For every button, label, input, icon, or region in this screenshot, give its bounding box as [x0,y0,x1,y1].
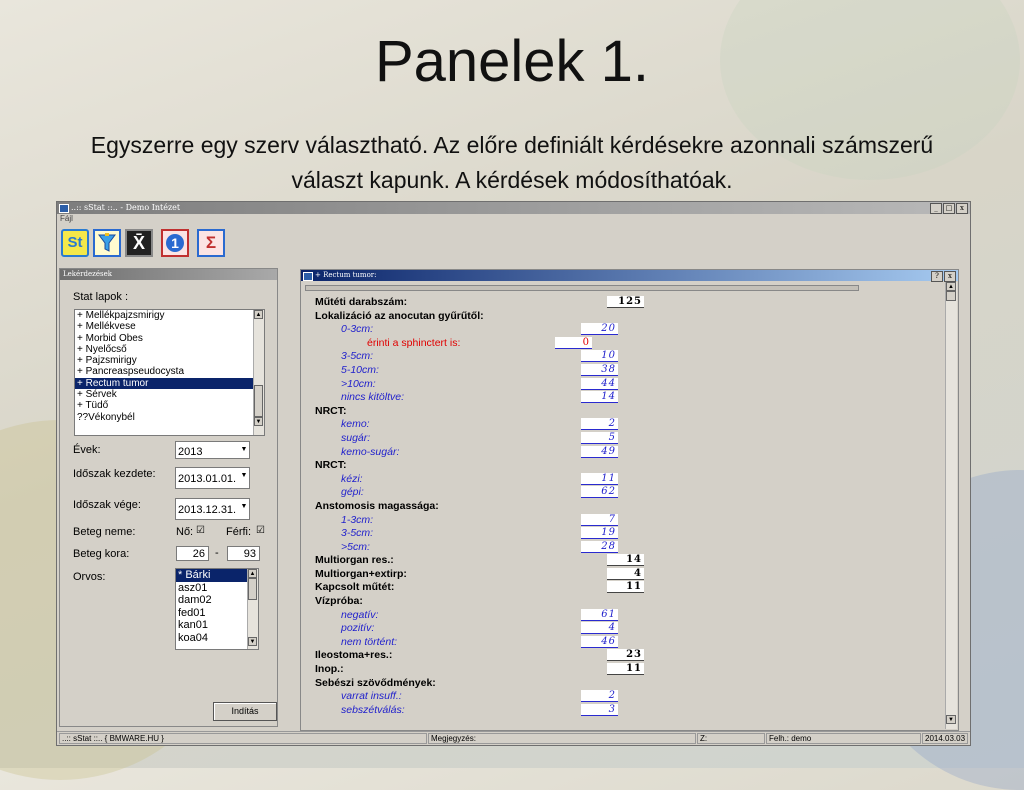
query-panel [59,268,278,727]
period-end-select[interactable]: 2013.12.31. ▼ [175,498,250,520]
slide-title: Panelek 1. [374,29,650,94]
result-value[interactable]: 0 [555,337,592,349]
doctor-item[interactable]: fed01 [178,606,206,619]
stat-sheet-item[interactable]: + Pancreaspseudocysta [77,366,185,378]
mean-xbar-icon[interactable]: X̄ [125,229,153,257]
result-label: NRCT: [315,404,347,417]
menu-file[interactable]: Fájl [60,214,73,223]
result-row [315,446,945,460]
result-label: gépi: [341,486,364,499]
status-date: 2014.03.03 [922,733,968,744]
result-row [315,636,945,650]
result-value[interactable]: 11 [607,581,644,593]
result-label: >10cm: [341,377,376,390]
result-label: Multiorgan res.: [315,554,394,567]
result-row [315,296,945,310]
result-value[interactable]: 61 [581,609,618,621]
result-label: negatív: [341,608,379,621]
result-label: Multiorgan+extirp: [315,567,407,580]
stat-sheet-item[interactable]: + Rectum tumor [75,378,264,389]
chevron-down-icon: ▼ [239,468,249,484]
status-app: ..:: sStat ::.. { BMWARE.HU } [59,733,427,744]
result-label: érinti a sphinctert is: [367,336,461,349]
st-logo-icon[interactable]: St [61,229,89,257]
result-value[interactable]: 38 [581,364,618,376]
result-label: Inop.: [315,663,344,676]
sex-label: Beteg neme: [73,526,136,538]
stat-sheets-list[interactable] [74,309,265,436]
results-rows [315,296,945,717]
result-label: 3-5cm: [341,527,374,540]
scroll-down-icon[interactable]: ▼ [249,639,256,645]
result-row [315,391,945,405]
result-label: kemo-sugár: [341,445,400,458]
result-label: 3-5cm: [341,350,374,363]
status-note: Megjegyzés: [428,733,696,744]
result-value[interactable]: 23 [607,649,644,661]
result-value[interactable]: 49 [581,446,618,458]
result-row [315,554,945,568]
result-row [315,310,945,324]
result-row [315,690,945,704]
result-row [315,473,945,487]
result-row [315,337,945,351]
doctor-label: Orvos: [73,571,106,583]
panel-icon [303,272,313,281]
result-row [315,677,945,691]
results-panel-titlebar [301,270,958,281]
status-z: Z: [697,733,765,744]
age-min-input[interactable]: 26 [176,546,209,561]
years-label: Évek: [73,444,101,456]
result-label: nincs kitöltve: [341,391,405,404]
scroll-up-icon[interactable]: ▲ [946,282,956,291]
result-row [315,527,945,541]
result-row [315,704,945,718]
result-value[interactable]: 3 [581,704,618,716]
scroll-thumb[interactable] [254,385,263,417]
scroll-down-icon[interactable]: ▼ [255,419,262,425]
stat-sheet-item[interactable]: + Sérvek [77,389,117,401]
stat-sheet-item[interactable]: + Tüdő [77,400,109,412]
result-row [315,663,945,677]
stat-sheets-label: Stat lapok : [73,291,129,303]
result-label: Ileostoma+res.: [315,649,393,662]
result-label: sebszétválás: [341,703,405,716]
result-row [315,378,945,392]
result-label: nem történt: [341,635,398,648]
statusbar [57,731,970,745]
result-value[interactable]: 2 [581,690,618,702]
result-label: kézi: [341,472,363,485]
sigma-sum-icon[interactable]: Σ [197,229,225,257]
result-value[interactable]: 14 [581,391,618,403]
male-label: Férfi: [226,526,252,538]
result-value[interactable]: 20 [581,323,618,335]
result-label: Műtéti darabszám: [315,296,408,308]
female-checkbox[interactable]: ☑ [196,525,205,536]
result-value[interactable]: 125 [607,296,644,308]
result-label: Kapcsolt műtét: [315,581,395,594]
result-label: kemo: [341,418,370,431]
result-label: Sebészi szövődmények: [315,676,436,689]
result-row [315,568,945,582]
results-panel [300,269,959,731]
result-row [315,622,945,636]
window-title: ..:: sStat ::.. - Demo Intézet [71,203,181,212]
result-label: Anstomosis magassága: [315,499,439,512]
result-row [315,649,945,663]
result-value[interactable]: 62 [581,486,618,498]
result-value[interactable]: 2 [581,418,618,430]
result-label: Vízpróba: [315,595,363,608]
result-value[interactable]: 10 [581,350,618,362]
stat-sheet-item[interactable]: + Pajzsmirigy [77,355,137,367]
toolbar [57,224,970,260]
filter-funnel-icon[interactable] [93,229,121,257]
result-value[interactable]: 46 [581,636,618,648]
result-value[interactable]: 4 [581,622,618,634]
doctor-list[interactable] [175,568,259,650]
result-row [315,350,945,364]
result-label: 1-3cm: [341,513,374,526]
female-label: Nő: [176,526,194,538]
result-value[interactable]: 19 [581,527,618,539]
scroll-up-icon[interactable]: ▲ [255,312,262,318]
result-row [315,609,945,623]
stat-sheet-item[interactable]: ??Vékonybél [77,411,135,423]
minimize-button[interactable]: _ [930,203,942,214]
result-label: sugár: [341,431,371,444]
result-row [315,364,945,378]
progress-bar [305,285,859,291]
result-label: pozitív: [341,622,375,635]
result-row [315,541,945,555]
doctor-item[interactable]: dam02 [178,594,212,606]
years-select[interactable]: 2013 ▼ [175,441,250,459]
result-row [315,405,945,419]
result-row [315,459,945,473]
stat-sheet-item[interactable]: + Morbid Obes [77,332,143,344]
stat-sheet-item[interactable]: + Mellékvese [77,321,136,333]
stat-sheet-item[interactable]: + Mellékpajzsmirigy [77,310,165,321]
result-label: 5-10cm: [341,363,379,376]
chevron-down-icon: ▼ [239,499,249,515]
doctor-list-scrollbar[interactable] [247,569,258,649]
slide-subtitle: Egyszerre egy szerv választható. Az előre definiált kérdésekre azonnali számszerű választ kapunk. A kérdések módosíthatóak. [90,132,934,193]
result-row [315,432,945,446]
results-scrollbar[interactable] [945,282,957,729]
result-row [315,323,945,337]
male-checkbox[interactable]: ☑ [256,525,265,536]
period-start-select[interactable]: 2013.01.01. ▼ [175,467,250,489]
age-dash: - [215,547,219,559]
result-row [315,486,945,500]
app-icon [59,204,69,213]
result-value[interactable]: 7 [581,514,618,526]
result-row [315,500,945,514]
scroll-thumb[interactable] [248,578,257,600]
panel-close-button[interactable]: x [944,271,956,282]
scroll-down-icon[interactable]: ▼ [946,715,956,724]
menubar [57,214,970,224]
result-row [315,418,945,432]
close-button[interactable]: x [956,203,968,214]
doctor-item[interactable]: koa04 [178,631,208,644]
age-max-input[interactable]: 93 [227,546,260,561]
result-value[interactable]: 4 [607,568,644,580]
status-user: Felh.: demo [766,733,921,744]
doctor-item[interactable]: kan01 [178,619,208,631]
start-button[interactable]: Indítás [213,702,277,721]
result-value[interactable]: 44 [581,378,618,390]
stat-list-scrollbar[interactable] [253,310,264,435]
app-window [56,201,971,746]
result-value[interactable]: 11 [607,663,644,675]
result-label: varrat insuff.: [341,690,402,703]
period-end-label: Időszak vége: [73,499,141,511]
result-row [315,595,945,609]
result-label: >5cm: [341,540,370,553]
query-panel-title: Lekérdezések [60,269,277,280]
result-label: NRCT: [315,459,347,472]
result-value[interactable]: 11 [581,473,618,485]
scroll-thumb[interactable] [946,291,956,301]
maximize-button[interactable]: □ [943,203,955,214]
doctor-item[interactable]: asz01 [178,581,208,594]
results-panel-title: + Rectum tumor: [315,271,377,279]
help-button[interactable]: ? [931,271,943,282]
result-row [315,514,945,528]
result-value[interactable]: 28 [581,541,618,553]
window-titlebar[interactable] [57,202,970,214]
age-label: Beteg kora: [73,548,130,560]
result-value[interactable]: 14 [607,554,644,566]
chevron-down-icon: ▼ [239,442,249,458]
result-label: Lokalizáció az anocutan gyűrűtől: [315,309,484,322]
scroll-up-icon[interactable]: ▲ [249,571,256,577]
result-value[interactable]: 5 [581,432,618,444]
result-label: 0-3cm: [341,323,374,336]
stat-sheet-item[interactable]: + Nyelőcső [77,343,127,355]
result-row [315,581,945,595]
period-start-label: Időszak kezdete: [73,468,156,480]
table-one-icon[interactable]: 1 [161,229,189,257]
doctor-item[interactable]: * Bárki [176,569,258,582]
